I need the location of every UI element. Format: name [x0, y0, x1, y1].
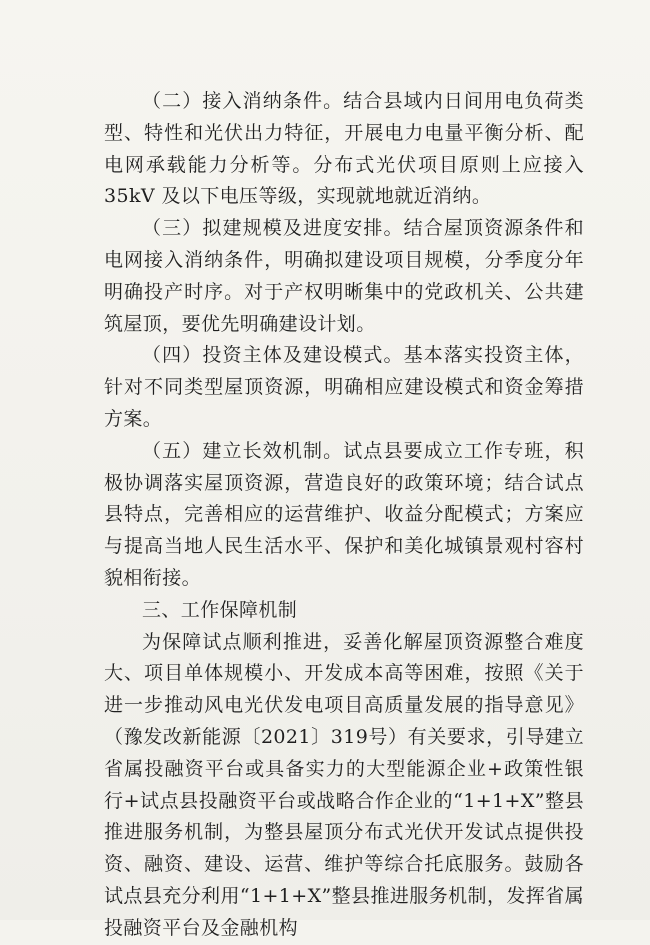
- document-body: [104, 86, 584, 945]
- paragraph-guarantee-mechanism: 为保障试点顺利推进，妥善化解屋顶资源整合难度大、项目单体规模小、开发成本高等困难，按照《关于进一步推动风电光伏发电项目高质量发展的指导意见》（豫发改新能源〔2021〕319号）有关要求，引导建立省属投融资平台或具备实力的大型能源企业+政策性银行+试点县投融资平台或战略合作企业的“1+1+X”整县推进服务机制，为整县屋顶分布式光伏开发试点提供投资、融资、建设、运营、维护等综合托底服务。鼓励各试点县充分利用“1+1+X”整县推进服务机制，发挥省属投融资平台及金融机构: [104, 630, 584, 939]
- paragraph-scale-schedule: （三）拟建规模及进度安排。结合屋顶资源条件和电网接入消纳条件，明确拟建设项目规模，分季度分年明确投产时序。对于产权明晰集中的党政机关、公共建筑屋顶，要优先明确建设计划。: [104, 217, 584, 335]
- paragraph-long-term-mechanism: （五）建立长效机制。试点县要成立工作专班，积极协调落实屋顶资源，营造良好的政策环境；结合试点县特点，完善相应的运营维护、收益分配模式；方案应与提高当地人民生活水平、保护和美化城镇景观村容村貌相衔接。: [104, 439, 584, 589]
- section-heading: 三、工作保障机制: [142, 598, 298, 621]
- paragraph-investment-model: （四）投资主体及建设模式。基本落实投资主体，针对不同类型屋顶资源，明确相应建设模式和资金筹措方案。: [104, 344, 584, 430]
- paragraph-grid-access: （二）接入消纳条件。结合县域内日间用电负荷类型、特性和光伏出力特征，开展电力电量平衡分析、配电网承载能力分析等。分布式光伏项目原则上应接入 35kV 及以下电压等级，实现就地就近消纳。: [104, 90, 584, 208]
